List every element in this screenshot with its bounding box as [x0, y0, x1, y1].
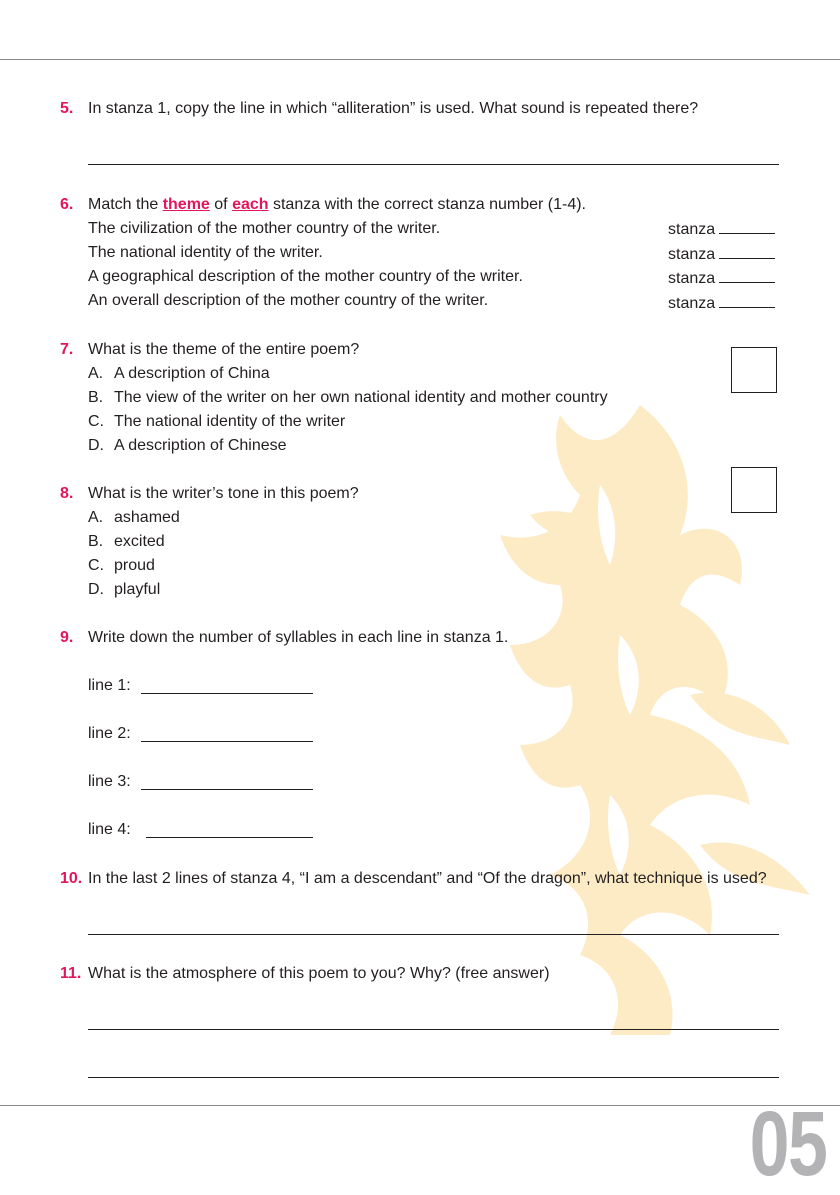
match-item: The national identity of the writer. — [88, 244, 323, 261]
option-text: A description of China — [114, 365, 270, 382]
syllable-answer-line[interactable] — [146, 837, 313, 838]
syllable-answer-line[interactable] — [141, 693, 313, 694]
answer-line[interactable] — [88, 1077, 779, 1078]
match-item: The civilization of the mother country of the writer. — [88, 220, 441, 237]
option-item[interactable] — [88, 410, 345, 434]
option-item[interactable] — [88, 578, 160, 602]
option-letter: C. — [88, 557, 104, 574]
option-letter: D. — [88, 581, 104, 598]
question-text-part: of — [209, 196, 233, 213]
answer-line[interactable] — [88, 164, 779, 165]
option-item[interactable] — [88, 386, 608, 410]
syllable-answer-line[interactable] — [141, 741, 313, 742]
stanza-label: stanza — [668, 246, 716, 263]
option-text: A description of Chinese — [114, 437, 287, 454]
option-text: ashamed — [114, 509, 180, 526]
syllable-line-label: line 3: — [88, 773, 131, 790]
syllable-line-label: line 2: — [88, 725, 131, 742]
question-text: What is the writer’s tone in this poem? — [88, 485, 359, 502]
option-letter: C. — [88, 413, 104, 430]
question-text: Write down the number of syllables in each line in stanza 1. — [88, 629, 509, 646]
match-item: An overall description of the mother country of the writer. — [88, 292, 489, 309]
question-number: 8. — [60, 485, 74, 502]
option-letter: B. — [88, 389, 104, 406]
stanza-answer — [668, 243, 775, 267]
option-text: The national identity of the writer — [114, 413, 346, 430]
option-text: playful — [114, 581, 161, 598]
answer-line[interactable] — [88, 1029, 779, 1030]
option-letter: B. — [88, 533, 104, 550]
stanza-blank[interactable] — [719, 268, 775, 283]
question-text-part: stanza with the correct stanza number (1-4). — [268, 196, 586, 213]
option-text: excited — [114, 533, 165, 550]
highlight-theme: theme — [162, 196, 210, 213]
option-item[interactable] — [88, 362, 270, 386]
stanza-answer — [668, 292, 775, 316]
match-item: A geographical description of the mother country of the writer. — [88, 268, 523, 285]
bottom-rule — [0, 1105, 840, 1106]
stanza-answer — [668, 218, 775, 242]
question-text: In stanza 1, copy the line in which “alliteration” is used. What sound is repeated there? — [88, 100, 699, 117]
syllable-line-label: line 4: — [88, 821, 131, 838]
option-item[interactable] — [88, 554, 155, 578]
question-text: What is the atmosphere of this poem to you? Why? (free answer) — [88, 965, 550, 982]
option-text: proud — [114, 557, 155, 574]
option-item[interactable] — [88, 530, 165, 554]
option-letter: A. — [88, 365, 104, 382]
stanza-label: stanza — [668, 221, 716, 238]
stanza-blank[interactable] — [719, 293, 775, 308]
question-text: In the last 2 lines of stanza 4, “I am a descendant” and “Of the dragon”, what technique is used? — [88, 870, 767, 887]
syllable-line-label: line 1: — [88, 677, 131, 694]
top-rule — [0, 59, 840, 60]
question-text — [88, 193, 586, 217]
question-number: 11. — [60, 965, 82, 982]
stanza-answer — [668, 267, 775, 291]
question-number: 5. — [60, 100, 74, 117]
option-item[interactable] — [88, 506, 180, 530]
answer-box[interactable] — [731, 467, 777, 513]
answer-line[interactable] — [88, 934, 779, 935]
syllable-answer-line[interactable] — [141, 789, 313, 790]
question-number: 9. — [60, 629, 74, 646]
question-text-part: Match the — [88, 196, 163, 213]
option-item[interactable] — [88, 434, 287, 458]
highlight-each: each — [232, 196, 269, 213]
stanza-label: stanza — [668, 295, 716, 312]
stanza-blank[interactable] — [719, 244, 775, 259]
option-text: The view of the writer on her own national identity and mother country — [114, 389, 608, 406]
question-text: What is the theme of the entire poem? — [88, 341, 360, 358]
question-number: 6. — [60, 196, 74, 213]
answer-box[interactable] — [731, 347, 777, 393]
option-letter: D. — [88, 437, 104, 454]
stanza-label: stanza — [668, 270, 716, 287]
question-number: 10. — [60, 870, 83, 887]
page-number: 05 — [749, 1093, 826, 1195]
question-number: 7. — [60, 341, 74, 358]
option-letter: A. — [88, 509, 104, 526]
stanza-blank[interactable] — [719, 219, 775, 234]
